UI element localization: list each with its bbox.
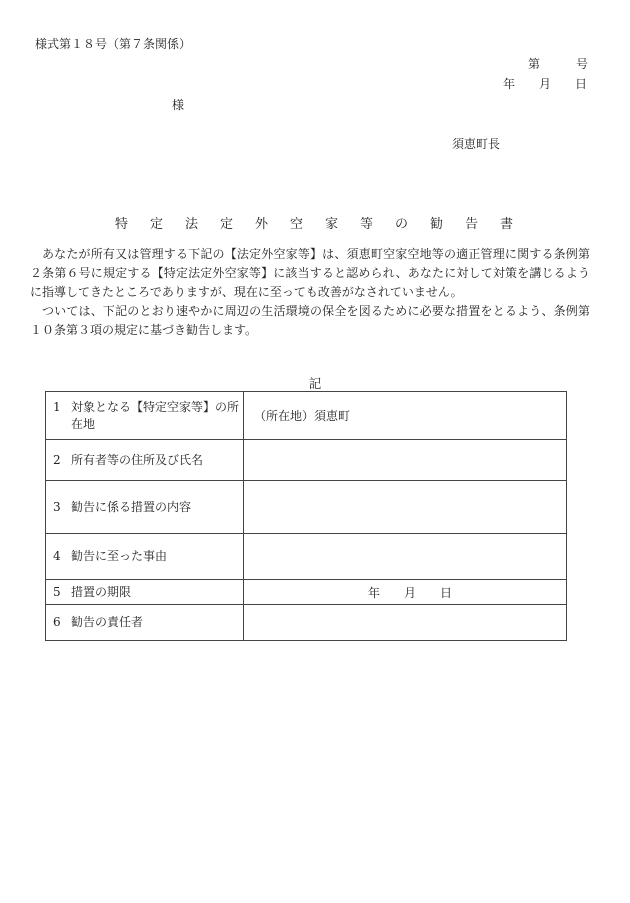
date-day: 日 <box>575 77 588 91</box>
row-number: 6 <box>53 615 61 629</box>
body-paragraph-2: ついては、下記のとおり速やかに周辺の生活環境の保全を図るために必要な措置をとるよう、条例第１０条第３項の規定に基づき勧告します。 <box>30 304 590 337</box>
row-label-text: 対象となる【特定空家等】の所在地 <box>71 399 240 431</box>
table-row <box>46 580 567 605</box>
body-paragraph-1: あなたが所有又は管理する下記の【法定外空家等】は、須恵町空家空地等の適正管理に関する条例第２条第６号に規定する【特定法定外空家等】に該当すると認められ、あなたに対して対策を講じるように指導してきたところでありますが、現在に至っても改善がなされていません。 <box>30 247 590 299</box>
document-body <box>30 245 590 340</box>
issuer: 須恵町長 <box>452 137 501 151</box>
document-date <box>503 75 587 92</box>
table-row <box>46 481 567 534</box>
form-number: 様式第１８号（第７条関係） <box>35 37 192 51</box>
number-prefix: 第 <box>528 57 541 71</box>
deadline-year: 年 <box>367 585 380 600</box>
row-label <box>46 605 244 641</box>
row-number: 1 <box>53 399 61 414</box>
number-suffix: 号 <box>576 57 589 71</box>
row-number: 5 <box>53 584 61 599</box>
table-row <box>46 534 567 580</box>
row-number: 2 <box>53 452 61 467</box>
row-label-text: 勧告に至った事由 <box>71 549 168 563</box>
row-label-text: 勧告に係る措置の内容 <box>71 499 192 514</box>
row-label <box>46 392 244 440</box>
row-value <box>244 481 567 534</box>
row-label-text: 勧告の責任者 <box>71 615 144 629</box>
recipient-suffix: 様 <box>172 98 185 112</box>
deadline-month: 月 <box>403 585 416 600</box>
recommendation-table <box>45 391 567 641</box>
row-value <box>244 440 567 481</box>
table-row <box>46 440 567 481</box>
row-label-text: 措置の期限 <box>71 584 132 599</box>
row-label <box>46 534 244 580</box>
table-row <box>46 605 567 641</box>
date-year: 年 <box>503 77 516 91</box>
document-number <box>528 55 588 72</box>
row-label-text: 所有者等の住所及び氏名 <box>71 452 204 467</box>
document-title: 特定法定外空家等の勧告書 <box>114 217 535 232</box>
row-label <box>46 580 244 605</box>
ki-heading: 記 <box>308 376 322 391</box>
row-value <box>244 534 567 580</box>
row-number: 3 <box>53 499 61 514</box>
date-month: 月 <box>539 77 552 91</box>
deadline-date <box>244 580 567 605</box>
row-label <box>46 440 244 481</box>
deadline-day: 日 <box>440 585 453 600</box>
table-row <box>46 392 567 440</box>
row-value <box>244 605 567 641</box>
row-label <box>46 481 244 534</box>
row-number: 4 <box>53 549 61 563</box>
row-value: （所在地）須恵町 <box>244 392 567 440</box>
